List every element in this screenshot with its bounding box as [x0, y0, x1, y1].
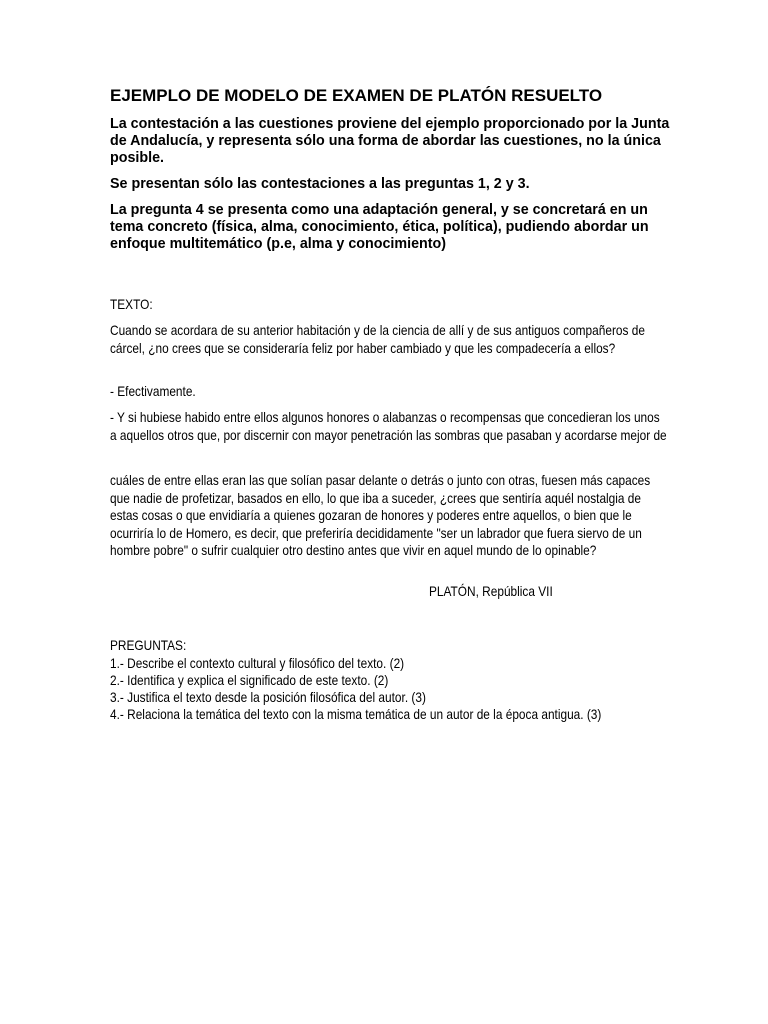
pregunta-4: 4.- Relaciona la temática del texto con la misma temática de un autor de la época antigua. (3): [110, 707, 602, 722]
texto-paragraph-2: - Efectivamente.: [110, 384, 196, 399]
pregunta-2: 2.- Identifica y explica el significado de este texto. (2): [110, 673, 389, 688]
document-page: [110, 86, 670, 722]
pregunta-1: 1.- Describe el contexto cultural y filosófico del texto. (2): [110, 656, 405, 671]
texto-paragraph-1: Cuando se acordara de su anterior habitación y de la ciencia de allí y de sus antiguos compañeros de cárcel, ¿no crees que se consideraría feliz por haber cambiado y que les compadecería a ellos?: [110, 323, 645, 356]
author-citation: PLATÓN, República VII: [429, 584, 553, 599]
texto-paragraph-4: cuáles de entre ellas eran las que solían pasar delante o detrás o junto con otras, fuesen más capaces que nadie de profetizar, basados en ello, lo que iba a suceder, ¿crees que sentiría aquél nostalgia de estas cosas o que envidiaría a quienes gozaran de honores y poderes entre aquellos, o bien que le ocurriría lo de Homero, es decir, que preferiría decididamente "ser un labrador que fuera siervo de un hombre pobre" o sufrir cualquier otro destino antes que vivir en aquel mundo de lo opinable?: [110, 473, 651, 558]
intro-paragraph-3: La pregunta 4 se presenta como una adaptación general, y se concretará en un tema concreto (física, alma, conocimiento, ética, política), pudiendo abordar un enfoque multitemático (p.e, alma y conocimiento): [110, 202, 649, 252]
texto-paragraph-3: - Y si hubiese habido entre ellos algunos honores o alabanzas o recompensas que concedieran los unos a aquellos otros que, por discernir con mayor penetración las sombras que pasaban y acordarse mejor de: [110, 410, 667, 443]
preguntas-label: PREGUNTAS:: [110, 638, 187, 653]
intro-paragraph-1: La contestación a las cuestiones proviene del ejemplo proporcionado por la Junta de Andalucía, y representa sólo una forma de abordar las cuestiones, no la única posible.: [110, 116, 670, 166]
pregunta-3: 3.- Justifica el texto desde la posición filosófica del autor. (3): [110, 690, 426, 705]
intro-paragraph-2: Se presentan sólo las contestaciones a las preguntas 1, 2 y 3.: [110, 176, 530, 192]
texto-label: TEXTO:: [110, 297, 153, 312]
document-title: EJEMPLO DE MODELO DE EXAMEN DE PLATÓN RESUELTO: [110, 86, 603, 105]
